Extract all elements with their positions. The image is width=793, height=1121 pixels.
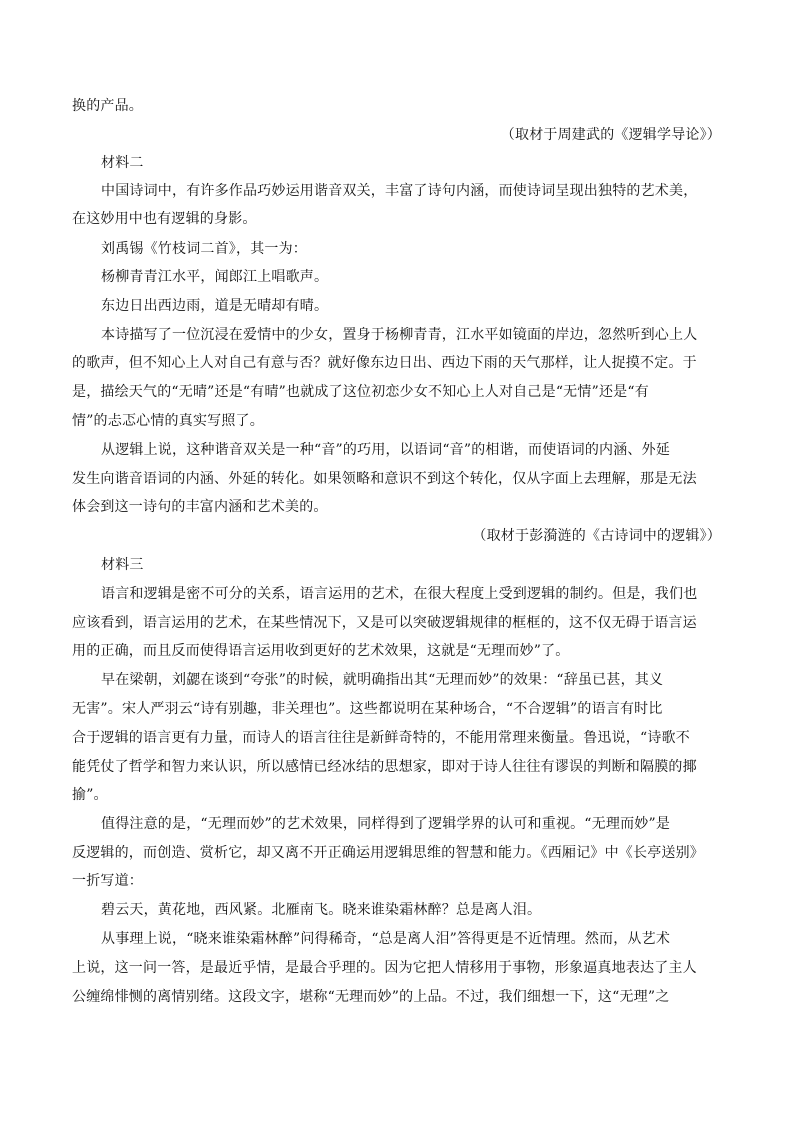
text-line: 体会到这一诗句的丰富内涵和艺术美的。 [72, 499, 328, 515]
text-line: 本诗描写了一位沉浸在爱情中的少女，置身于杨柳青青，江水平如镜面的岸边，忽然听到心上人 [101, 327, 698, 343]
text-line: 早在梁朝，刘勰在谈到“夸张”的时候，就明确指出其“无理而妙”的效果：“辞虽已甚，其义 [101, 672, 664, 688]
text-line: 反逻辑的，而创造、赏析它，却又离不开正确运用逻辑思维的智慧和能力。《西厢记》中《长亭送别》 [72, 845, 704, 861]
text-line: 是，描绘天气的“无晴”还是“有晴”也就成了这位初恋少女不知心上人对自己是“无情”还是“有 [72, 384, 649, 400]
text-line: 发生向谐音语词的内涵、外延的转化。如果领略和意识不到这个转化，仅从字面上去理解，那是无法 [72, 471, 697, 487]
text-line: 值得注意的是，“无理而妙”的艺术效果，同样得到了逻辑学界的认可和重视。“无理而妙”是 [101, 816, 671, 832]
text-line: 无害”。宋人严羽云“诗有别趣，非关理也”。这些都说明在某种场合，“不合逻辑”的语言有时比 [72, 701, 663, 717]
source-citation: （取材于周建武的《逻辑学导论》） [500, 127, 721, 143]
poem-line: 杨柳青青江水平，闻郎江上唱歌声。 [101, 269, 329, 285]
text-line: 在这妙用中也有逻辑的身影。 [72, 211, 257, 227]
text-line: 一折写道： [72, 873, 143, 889]
source-citation: （取材于彭漪涟的《古诗词中的逻辑》） [472, 528, 721, 544]
text-line: 公缠绵悱恻的离情别绪。这段文字，堪称“无理而妙”的上品。不过，我们细想一下，这“无理”之 [72, 989, 670, 1005]
text-line: 应该看到，语言运用的艺术，在某些情况下，又是可以突破逻辑规律的框框的，这不仅无碍于语言运 [72, 615, 697, 631]
text-line: 从逻辑上说，这种谐音双关是一种“音”的巧用，以语词“音”的相谐，而使语词的内涵、外延 [101, 442, 671, 458]
text-line: 语言和逻辑是密不可分的关系，语言运用的艺术，在很大程度上受到逻辑的制约。但是，我们也 [101, 586, 698, 602]
section-heading: 材料三 [101, 557, 144, 573]
text-line: 揄”。 [72, 787, 108, 803]
text-line: 情”的忐忑心情的真实写照了。 [72, 413, 264, 429]
text-line: 能凭仗了哲学和智力来认识，所以感情已经冰结的思想家，即对于诗人往往有谬误的判断和隔膜的揶 [72, 759, 697, 775]
poem-line: 东边日出西边雨，道是无晴却有晴。 [101, 298, 329, 314]
verse-line: 碧云天，黄花地，西风紧。北雁南飞。晓来谁染霜林醉？总是离人泪。 [101, 902, 542, 918]
text-line: 用的正确，而且反而使得语言运用收到更好的艺术效果，这就是“无理而妙”了。 [72, 643, 570, 659]
text-line: 从事理上说，“晓来谁染霜林醉”问得稀奇，“总是离人泪”答得更是不近情理。然而，从艺术 [101, 931, 671, 947]
text-line: 合于逻辑的语言更有力量，而诗人的语言往往是新鲜奇特的，不能用常理来衡量。鲁迅说，“诗歌不 [72, 730, 690, 746]
text-line: 中国诗词中，有许多作品巧妙运用谐音双关，丰富了诗句内涵，而使诗词呈现出独特的艺术美， [101, 183, 698, 199]
section-heading: 材料二 [101, 155, 144, 171]
text-line: 的歌声，但不知心上人对自己有意与否？就好像东边日出、西边下雨的天气那样，让人捉摸不定。于 [72, 355, 697, 371]
text-line: 刘禹锡《竹枝词二首》，其一为： [101, 241, 307, 257]
text-line: 上说，这一问一答，是最近乎情，是最合乎理的。因为它把人情移用于事物，形象逼真地表达了主人 [72, 960, 697, 976]
text-line: 换的产品。 [72, 98, 143, 114]
